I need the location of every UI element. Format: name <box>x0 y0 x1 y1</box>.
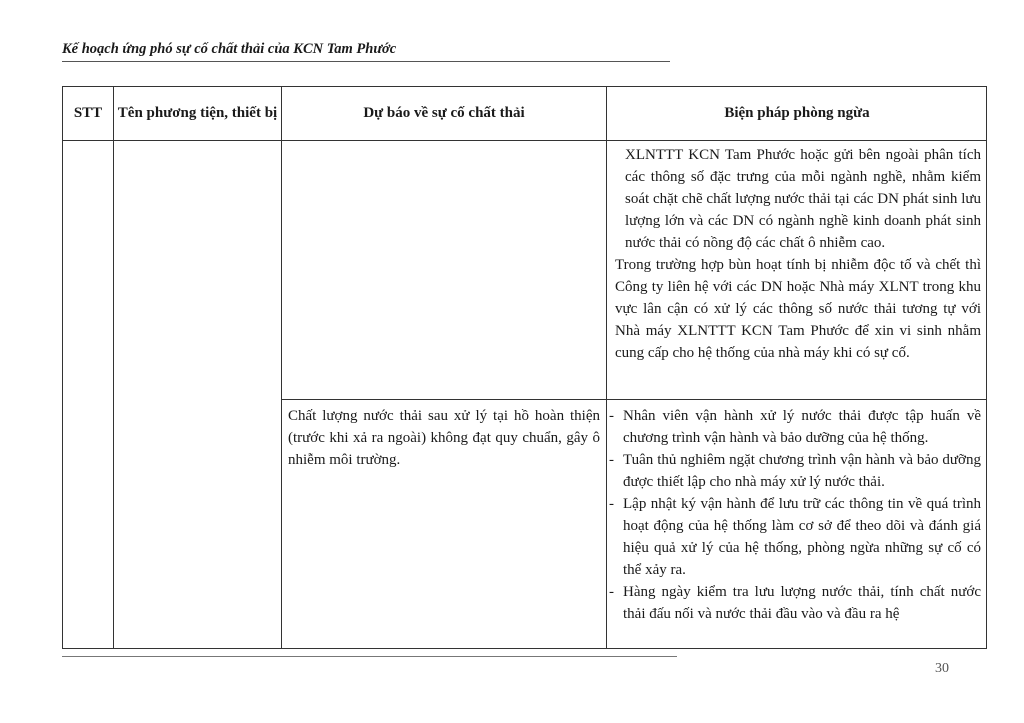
footer-divider <box>62 656 677 657</box>
column-header-prevention: Biện pháp phòng ngừa <box>724 105 870 121</box>
bullet-dash: - <box>609 408 614 424</box>
column-divider <box>606 87 607 648</box>
bullet-text: Tuân thủ nghiêm ngặt chương trình vận hành và bảo dưỡng được thiết lập cho nhà máy xử lý nước thải. <box>623 452 981 490</box>
forecast-cell <box>288 405 600 471</box>
column-divider <box>281 87 282 648</box>
bullet-dash: - <box>609 496 614 512</box>
bullet-dash: - <box>609 584 614 600</box>
prevention-bullet <box>609 449 981 493</box>
prevention-table <box>62 86 987 649</box>
bullet-text: Nhân viên vận hành xử lý nước thải được tập huấn về chương trình vận hành và bảo dưỡng của hệ thống. <box>623 408 981 446</box>
row-divider <box>281 399 986 400</box>
bullet-dash: - <box>609 452 614 468</box>
prevention-bullet <box>609 405 981 449</box>
prevention-bullet <box>609 581 981 625</box>
prevention-cell <box>609 405 981 625</box>
prevention-bullet <box>609 493 981 581</box>
prevention-paragraph: Trong trường hợp bùn hoạt tính bị nhiễm độc tố và chết thì Công ty liên hệ với các DN hoặc Nhà máy XLNT trong khu vực lân cận có xử lý các thông số nước thải tương tự với Nhà máy XLNTTT KCN Tam Phước để xin vi sinh nhằm cung cấp cho hệ thống của nhà máy khi có sự cố. <box>615 257 981 361</box>
column-header-forecast: Dự báo về sự cố chất thải <box>363 105 525 121</box>
column-divider <box>113 87 114 648</box>
forecast-text: Chất lượng nước thải sau xử lý tại hồ hoàn thiện (trước khi xả ra ngoài) không đạt quy chuẩn, gây ô nhiễm môi trường. <box>288 408 600 468</box>
column-header-stt: STT <box>73 105 103 121</box>
document-header-title: Kế hoạch ứng phó sự cố chất thải của KCN Tam Phước <box>62 41 397 57</box>
column-header-equipment: Tên phương tiện, thiết bị <box>117 105 278 121</box>
bullet-text: Lập nhật ký vận hành để lưu trữ các thông tin về quá trình hoạt động của hệ thống làm cơ sở để theo dõi và đánh giá hiệu quả xử lý của hệ thống, phòng ngừa những sự cố có thể xảy ra. <box>623 496 981 578</box>
prevention-cell <box>615 144 981 364</box>
header-row-divider <box>63 140 986 141</box>
page-number: 30 <box>935 661 949 676</box>
header-divider <box>62 61 670 62</box>
bullet-text: Hàng ngày kiểm tra lưu lượng nước thải, tính chất nước thải đấu nối và nước thải đầu vào và đầu ra hệ <box>623 584 981 622</box>
prevention-paragraph: XLNTTT KCN Tam Phước hoặc gửi bên ngoài phân tích các thông số đặc trưng của mỗi ngành nghề, nhằm kiểm soát chặt chẽ chất lượng nước thải tại các DN phát sinh lưu lượng lớn và các DN có ngành nghề kinh doanh phát sinh nước thải có nồng độ các chất ô nhiễm cao. <box>625 147 981 251</box>
